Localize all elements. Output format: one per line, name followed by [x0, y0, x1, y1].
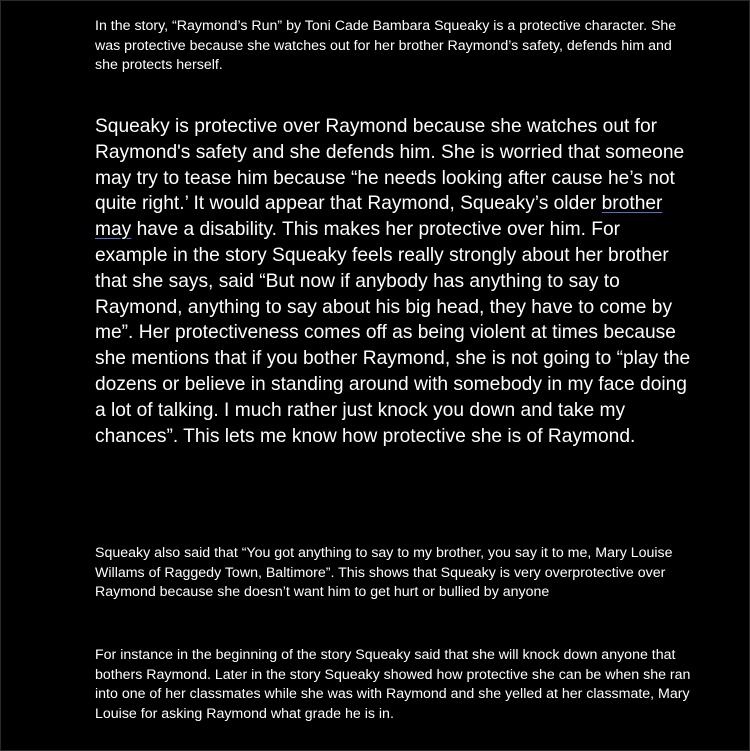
- instance-paragraph: For instance in the beginning of the story Squeaky said that she will knock down anyone that bothers Raymond. Later in the story Squeaky showed how protective she can be when she ran into one of her classmates while she was with Raymond and she yelled at her classmate, Mary Louise for asking Raymond what grade he is in.: [95, 647, 691, 722]
- quote-paragraph: Squeaky also said that “You got anything to say to my brother, you say it to me, Mary Louise Willams of Raggedy Town, Baltimore”. This shows that Squeaky is very overprotective over Raymond because she doesn’t want him to get hurt or bullied by anyone: [95, 545, 673, 600]
- main-paragraph: [95, 114, 695, 449]
- intro-paragraph: In the story, “Raymond’s Run” by Toni Cade Bambara Squeaky is a protective character. She was protective because she watches out for her brother Raymond’s safety, defends him and she protects herself.: [95, 18, 677, 73]
- main-paragraph-text-after: have a disability. This makes her protective over him. For example in the story Squeaky feels really strongly about her brother that she says, said “But now if anybody has anything to say to Raymond, anything to say about his big head, they have to come by me”. Her protectiveness comes off as being violent at times because she mentions that if you bother Raymond, she is not going to “play the dozens or believe in standing around with somebody in my face doing a lot of talking. I much rather just knock you down and take my chances”. This lets me know how protective she is of Raymond.: [95, 219, 691, 447]
- main-paragraph-text-before: Squeaky is protective over Raymond because she watches out for Raymond's safety and she defends him. She is worried that someone may try to tease him because “he needs looking after cause he’s not quite right.’ It would appear that Raymond, Squeaky’s older: [95, 116, 685, 215]
- underlined-phrase: brother may: [95, 193, 663, 241]
